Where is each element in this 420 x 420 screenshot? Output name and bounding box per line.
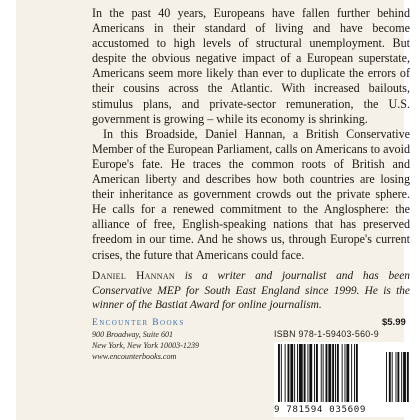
barcode-digits: 9 781594 035609 (274, 404, 420, 415)
barcode-block (274, 317, 420, 420)
publisher-address-line-2: New York, New York 10003-1239 (92, 340, 200, 350)
publisher-address-line-1: 900 Broadway, Suite 601 (92, 330, 174, 339)
blurb-paragraph-1: In the past 40 years, Europeans have fallen further behind Americans in their standard of living and have become accustomed to high levels of structural unemployment. But despite the obvious negative impact of a European superstate, Americans seem more likely than ever to duplicate the errors of their cousins across the Atlantic. With increased bailouts, stimulus plans, and private-sector remuneration, the U.S. government is growing – while its economy is shrinking. (92, 6, 410, 126)
publisher-block (92, 318, 242, 362)
back-cover (16, 0, 410, 420)
isbn-label: ISBN 978-1-59403-560-9 (274, 329, 379, 339)
blurb-paragraph-2: In this Broadside, Daniel Hannan, a British Conservative Member of the European Parliament, calls on Americans to avoid Europe's fate. He traces the common roots of British and American liberty and describes how both countries are losing their inheritance as government crowds out the private sphere. He calls for a renewed commitment to the Anglosphere: the alliance of free, English-speaking nations that has preserved freedom in our time. And he shows us, through Europe's current crises, the future that Americans could face. (92, 126, 410, 262)
barcode (274, 342, 420, 417)
author-name: Daniel Hannan (92, 270, 175, 282)
author-bio (92, 269, 410, 313)
price-label: $5.99 (382, 317, 406, 328)
publisher-website: www.encounterbooks.com (92, 351, 177, 361)
blurb (92, 6, 410, 263)
barcode-bars (274, 342, 420, 404)
author-bio-text: is a writer and journalist and has been Conservative MEP for South East England since 1999. He is the winner of the Bastiat Award for online journalism. (92, 270, 410, 312)
publisher-name: Encounter Books (92, 318, 185, 328)
